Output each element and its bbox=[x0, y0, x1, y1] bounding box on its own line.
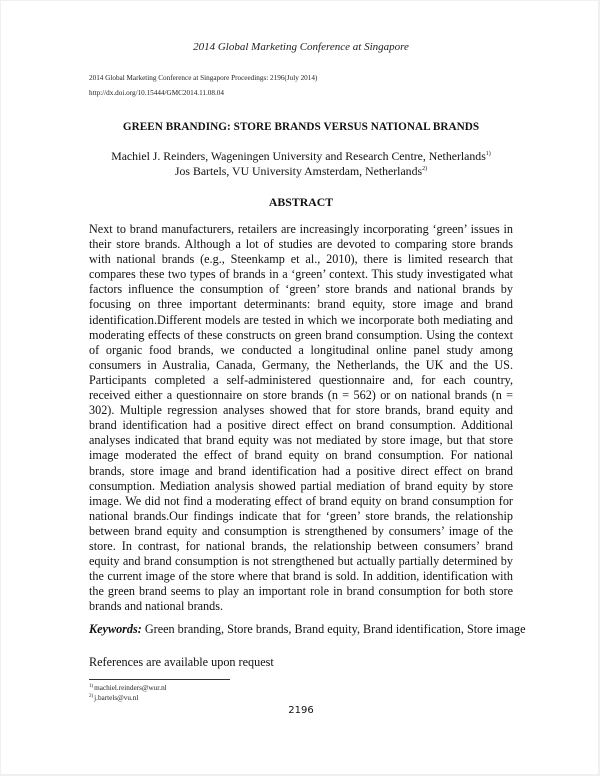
paper-page bbox=[1, 1, 598, 774]
proceedings-citation: 2014 Global Marketing Conference at Singapore Proceedings: 2196(July 2014) bbox=[89, 74, 318, 82]
abstract-heading: ABSTRACT bbox=[268, 195, 334, 209]
author-1-footnote-mark: 1) bbox=[485, 151, 491, 157]
footnote-1-mark: 1) bbox=[89, 684, 94, 689]
footnote-2-email[interactable]: j.bartels@vu.nl bbox=[94, 694, 139, 702]
doi-link[interactable]: http://dx.doi.org/10.15444/GMC2014.11.08.04 bbox=[89, 89, 224, 97]
abstract-body: Next to brand manufacturers, retailers are increasingly incorporating ‘green’ issues in their store brands. Although a lot of studies are devoted to comparing store brands with national brands (e.g., Steenkamp et al., 2010), there is limited research that compares these two types of brands in a ‘green’ context. This study investigated what factors influence the consumption of ‘green’ store brands and national brands by focusing on three important determinants: brand equity, store image and brand identification.Different models are tested in which we incorporate both mediating and moderating effects of these constructs on green brand consumption. Using the context of organic food brands, we conducted a longitudinal online panel study among consumers in Australia, Canada, Germany, the Netherlands, the UK and the US. Participants completed a self-administered questionnaire and, for each country, received either a questionnaire on store brands (n = 562) or on national brands (n = 302). Multiple regression analyses showed that for store brands, brand equity and brand identification had a positive direct effect on brand consumption. Additional analyses indicated that brand equity was not mediated by store image, but that store image moderated the effect of brand equity on brand consumption. For national brands, store image and brand identification had a positive direct effect on brand consumption. Mediation analysis showed partial mediation of brand equity by store image. We did not find a moderating effect of brand equity on brand consumption for national brands.Our findings indicate that for ‘green’ store brands, the relationship between brand equity and consumption is strengthened by consumers’ image of the store. In contrast, for national brands, the relationship between consumers’ brand equity and brand consumption is not strengthened but actually partially determined by the current image of the store where that brand is sold. In addition, identification with the green brand seems to play an important role in brand consumption for both store brands and national brands. bbox=[89, 222, 513, 614]
keywords-label: Keywords: bbox=[89, 622, 142, 636]
page-number: 2196 bbox=[288, 705, 314, 716]
footnote-divider bbox=[89, 679, 230, 680]
author-1-text: Machiel J. Reinders, Wageningen University and Research Centre, Netherlands bbox=[111, 149, 486, 163]
footnote-2-mark: 2) bbox=[89, 694, 94, 699]
author-1 bbox=[1, 149, 600, 164]
keywords-list: Green branding, Store brands, Brand equity, Brand identification, Store image bbox=[144, 622, 526, 636]
author-2-text: Jos Bartels, VU University Amsterdam, Netherlands bbox=[174, 164, 423, 178]
paper-title: GREEN BRANDING: STORE BRANDS VERSUS NATIONAL BRANDS bbox=[122, 121, 480, 133]
author-2-footnote-mark: 2) bbox=[422, 166, 428, 172]
running-header: 2014 Global Marketing Conference at Singapore bbox=[193, 41, 409, 53]
references-note: References are available upon request bbox=[89, 655, 274, 669]
footnote-2 bbox=[89, 694, 138, 702]
footnote-1 bbox=[89, 684, 167, 692]
keywords-line bbox=[89, 622, 526, 637]
footnote-1-email[interactable]: machiel.reinders@wur.nl bbox=[94, 684, 167, 692]
author-2 bbox=[1, 164, 600, 179]
